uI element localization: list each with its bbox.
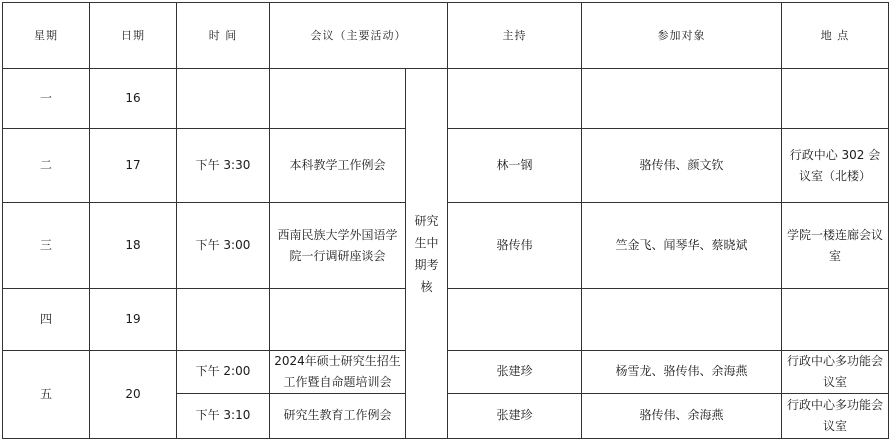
location-cell: 学院一楼连廊会议室 bbox=[782, 203, 889, 288]
date-cell: 17 bbox=[90, 129, 177, 203]
header-location: 地 点 bbox=[782, 3, 889, 69]
header-meeting: 会议（主要活动） bbox=[270, 3, 448, 69]
side-activity-cell: 研究生中期考核 bbox=[406, 69, 448, 439]
location-cell: 行政中心多功能会议室 bbox=[782, 393, 889, 438]
time-cell: 下午 3:10 bbox=[177, 393, 270, 438]
participants-cell bbox=[582, 69, 782, 129]
time-cell: 下午 2:00 bbox=[177, 350, 270, 393]
weekday-cell: 二 bbox=[3, 129, 90, 203]
meeting-cell bbox=[270, 288, 406, 350]
meeting-cell bbox=[270, 69, 406, 129]
weekday-cell: 五 bbox=[3, 350, 90, 438]
date-cell: 18 bbox=[90, 203, 177, 288]
host-cell: 张建珍 bbox=[448, 393, 582, 438]
host-cell: 林一钢 bbox=[448, 129, 582, 203]
participants-cell: 竺金飞、闻琴华、蔡晓斌 bbox=[582, 203, 782, 288]
header-host: 主持 bbox=[448, 3, 582, 69]
host-cell bbox=[448, 69, 582, 129]
weekday-cell: 三 bbox=[3, 203, 90, 288]
location-cell: 行政中心 302 会议室（北楼） bbox=[782, 129, 889, 203]
location-cell bbox=[782, 288, 889, 350]
participants-cell: 骆传伟、颜文钦 bbox=[582, 129, 782, 203]
meeting-cell: 2024年硕士研究生招生工作暨自命题培训会 bbox=[270, 350, 406, 393]
header-row bbox=[3, 3, 889, 69]
participants-cell bbox=[582, 288, 782, 350]
header-participants: 参加对象 bbox=[582, 3, 782, 69]
location-cell: 行政中心多功能会议室 bbox=[782, 350, 889, 393]
table-row bbox=[3, 69, 889, 129]
participants-cell: 骆传伟、余海燕 bbox=[582, 393, 782, 438]
meeting-cell: 本科教学工作例会 bbox=[270, 129, 406, 203]
weekday-cell: 四 bbox=[3, 288, 90, 350]
time-cell bbox=[177, 69, 270, 129]
location-cell bbox=[782, 69, 889, 129]
date-cell: 16 bbox=[90, 69, 177, 129]
date-cell: 19 bbox=[90, 288, 177, 350]
header-weekday: 星期 bbox=[3, 3, 90, 69]
host-cell: 张建珍 bbox=[448, 350, 582, 393]
header-date: 日期 bbox=[90, 3, 177, 69]
host-cell: 骆传伟 bbox=[448, 203, 582, 288]
time-cell: 下午 3:00 bbox=[177, 203, 270, 288]
time-cell bbox=[177, 288, 270, 350]
participants-cell: 杨雪龙、骆传伟、余海燕 bbox=[582, 350, 782, 393]
header-time: 时 间 bbox=[177, 3, 270, 69]
weekday-cell: 一 bbox=[3, 69, 90, 129]
meeting-cell: 西南民族大学外国语学院一行调研座谈会 bbox=[270, 203, 406, 288]
date-cell: 20 bbox=[90, 350, 177, 438]
time-cell: 下午 3:30 bbox=[177, 129, 270, 203]
host-cell bbox=[448, 288, 582, 350]
meeting-cell: 研究生教育工作例会 bbox=[270, 393, 406, 438]
weekly-schedule-table bbox=[2, 2, 889, 439]
